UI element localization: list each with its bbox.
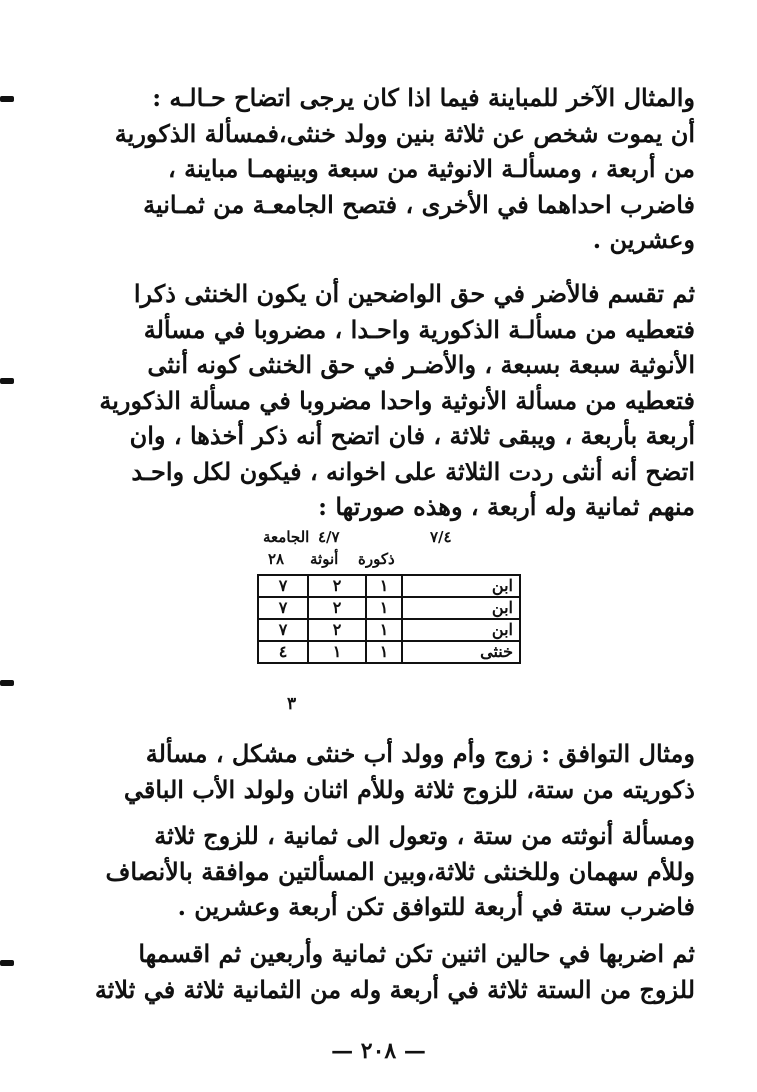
text-line: الأنوثية سبعة بسبعة ، والأضـر في حق الخنثى كونه أنثى — [147, 350, 695, 379]
unutha-share: ١ — [308, 641, 366, 663]
text-line: فاضرب ستة في أربعة للتوافق تكن أربعة وعشرين . — [177, 892, 695, 921]
paragraph-mubayana-example — [80, 80, 695, 258]
jamia-share: ٧ — [258, 597, 308, 619]
paragraph-multiply — [80, 936, 695, 1007]
text-line: ثم تقسم فالأضر في حق الواضحين أن يكون الخنثى ذكرا — [133, 279, 695, 308]
paragraph-tawafuq-example — [80, 736, 695, 807]
table-remainder: ٣ — [287, 694, 297, 714]
table-row — [258, 619, 520, 641]
text-line: ذكوريته من ستة، للزوج ثلاثة وللأم اثنان ولولد الأب الباقي — [123, 774, 695, 804]
text-line: أربعة بأربعة ، ويبقى ثلاثة ، فان اتضح أنه ذكر أخذها ، وان — [129, 421, 695, 450]
dhukura-share: ١ — [366, 597, 402, 619]
text-line: للزوج من الستة ثلاثة في أربعة وله من الثمانية ثلاثة في ثلاثة — [94, 974, 695, 1004]
table-row — [258, 641, 520, 663]
dhukura-share: ١ — [366, 619, 402, 641]
text-line: اتضح أنه أنثى ردت الثلاثة على اخوانه ، فيكون لكل واحـد — [131, 456, 695, 486]
jamia-share: ٧ — [258, 575, 308, 597]
text-line: أن يموت شخص عن ثلاثة بنين وولد خنثى،فمسألة الذكورية — [114, 118, 695, 148]
unutha-share: ٢ — [308, 575, 366, 597]
heir-name: ابن — [402, 575, 520, 597]
unutha-share: ٢ — [308, 619, 366, 641]
inheritance-table — [257, 574, 521, 664]
margin-mark — [0, 378, 14, 384]
table-row — [258, 597, 520, 619]
text-line: وللأم سهمان وللخنثى ثلاثة،وبين المسألتين موافقة بالأنصاف — [105, 856, 695, 886]
paragraph-division — [80, 276, 695, 525]
text-line: وعشرين . — [592, 225, 695, 254]
text-line: والمثال الآخر للمباينة فيما اذا كان يرجى اتضاح حـالـه : — [152, 83, 695, 112]
text-line: فتعطيه من مسألة الأنوثية واحدا مضروبا في مسألة الذكورية — [99, 385, 695, 415]
paragraph-unutha-case — [80, 818, 695, 925]
text-line: ومثال التوافق : زوج وأم وولد أب خنثى مشكل ، مسألة — [145, 739, 695, 768]
heir-name: ابن — [402, 619, 520, 641]
dhukura-share: ١ — [366, 641, 402, 663]
text-line: فتعطيه من مسألـة الذكورية واحـدا ، مضروبا في مسألة — [143, 314, 695, 344]
text-line: من أربعة ، ومسألـة الانوثية من سبعة وبينهمـا مباينة ، — [168, 154, 695, 183]
table-jamia-total: ٢٨ — [268, 550, 285, 568]
margin-mark — [0, 960, 14, 966]
table-col-dhukura: ذكورة — [358, 550, 395, 568]
heir-name: خنثى — [402, 641, 520, 663]
text-line: منهم ثمانية وله أربعة ، وهذه صورتها : — [318, 492, 695, 521]
margin-mark — [0, 96, 14, 102]
page-number: — ٢٠٨ — — [331, 1038, 426, 1064]
heir-name: ابن — [402, 597, 520, 619]
table-jamia-label: الجامعة — [263, 528, 310, 546]
table-ratio-mid: ٤/٧ — [318, 528, 340, 546]
table-row — [258, 575, 520, 597]
margin-mark — [0, 680, 14, 686]
dhukura-share: ١ — [366, 575, 402, 597]
text-line: فاضرب احداهما في الأخرى ، فتصح الجامعـة من ثمـانية — [143, 189, 695, 219]
text-line: ثم اضربها في حالين اثنين تكن ثمانية وأربعين ثم اقسمها — [138, 939, 695, 968]
table-col-unutha: أنوثة — [310, 550, 339, 568]
jamia-share: ٧ — [258, 619, 308, 641]
table-ratio-top: ٧/٤ — [430, 528, 452, 546]
text-line: ومسألة أنوثته من ستة ، وتعول الى ثمانية ، للزوج ثلاثة — [154, 821, 695, 850]
unutha-share: ٢ — [308, 597, 366, 619]
jamia-share: ٤ — [258, 641, 308, 663]
